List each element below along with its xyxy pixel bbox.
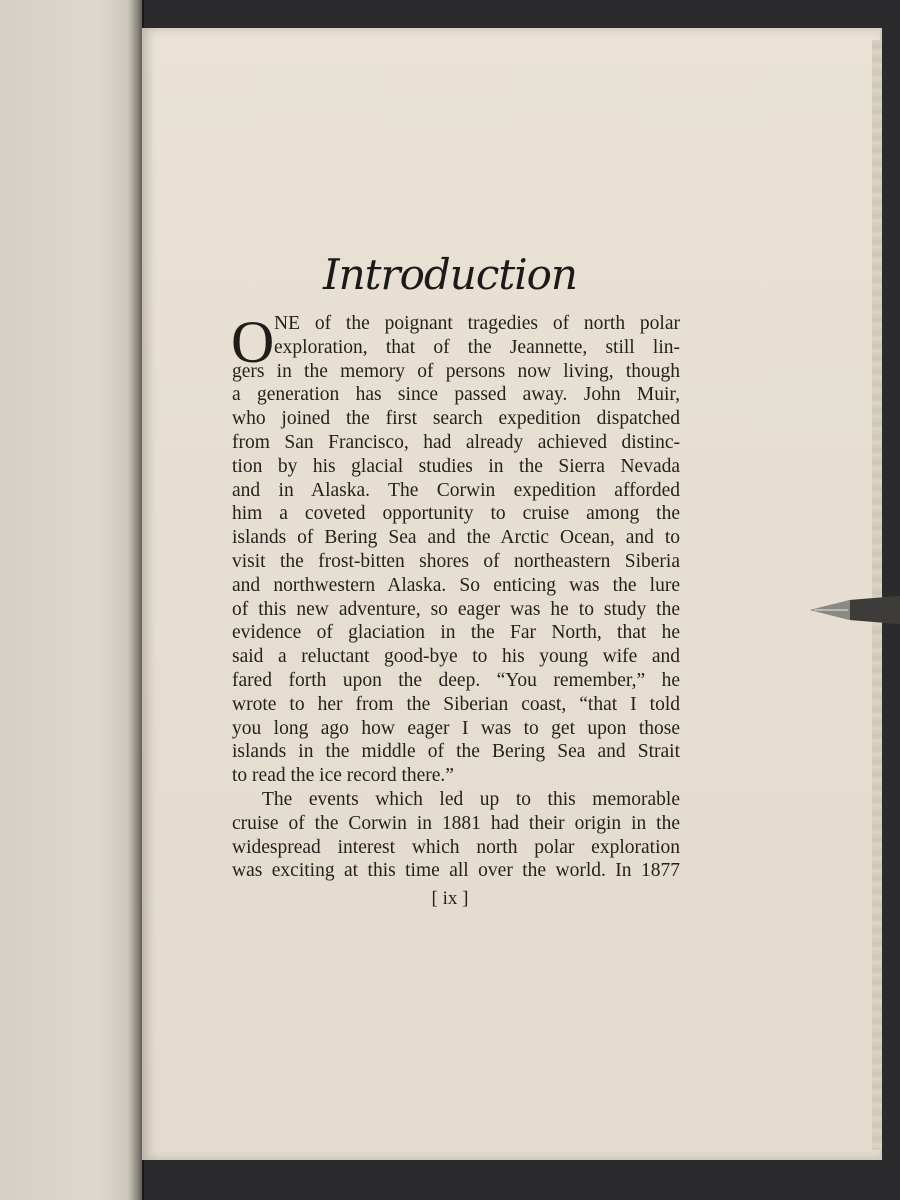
text-line: a generation has since passed away. John Muir, [232,384,680,406]
page-title: Introduction [323,250,577,299]
text-line: from San Francisco, had already achieved distinc- [232,431,680,453]
drop-cap: O [231,309,275,375]
text-line: widespread interest which north polar exploration [232,836,680,858]
text-line: exploration, that of the Jeannette, still lin- [274,336,680,358]
text-line: tion by his glacial studies in the Sierra Nevada [232,455,680,477]
page-number: [ ix ] [431,888,469,909]
text-line: visit the frost-bitten shores of northeastern Siberia [232,550,680,572]
text-line: islands in the middle of the Bering Sea and Strait [232,741,680,763]
text-line: gers in the memory of persons now living, though [232,360,680,382]
text-line: who joined the first search expedition dispatched [232,408,680,430]
text-line: cruise of the Corwin in 1881 had their origin in the [232,812,680,834]
text-line: islands of Bering Sea and the Arctic Ocean, and to [232,527,680,549]
text-line: said a reluctant good-bye to his young wife and [232,646,680,668]
text-line: The events which led up to this memorable [262,788,680,810]
text-line: fared forth upon the deep. “You remember,” he [232,669,680,691]
text-line: evidence of glaciation in the Far North, that he [232,622,680,644]
body-text [231,309,680,883]
text-line: of this new adventure, so eager was he to study the [232,598,680,620]
text-line: was exciting at this time all over the world. In 1877 [232,860,680,882]
text-line: NE of the poignant tragedies of north polar [274,313,680,334]
pen-tip-icon [810,592,900,628]
facing-page [0,0,142,1200]
text-line: to read the ice record there.” [232,765,454,787]
text-line: and in Alaska. The Corwin expedition afforded [232,479,680,501]
text-line: him a coveted opportunity to cruise among the [232,503,680,525]
text-line: wrote to her from the Siberian coast, “that I told [232,693,680,715]
text-line: and northwestern Alaska. So enticing was the lure [232,574,680,596]
text-line: you long ago how eager I was to get upon those [232,717,680,739]
